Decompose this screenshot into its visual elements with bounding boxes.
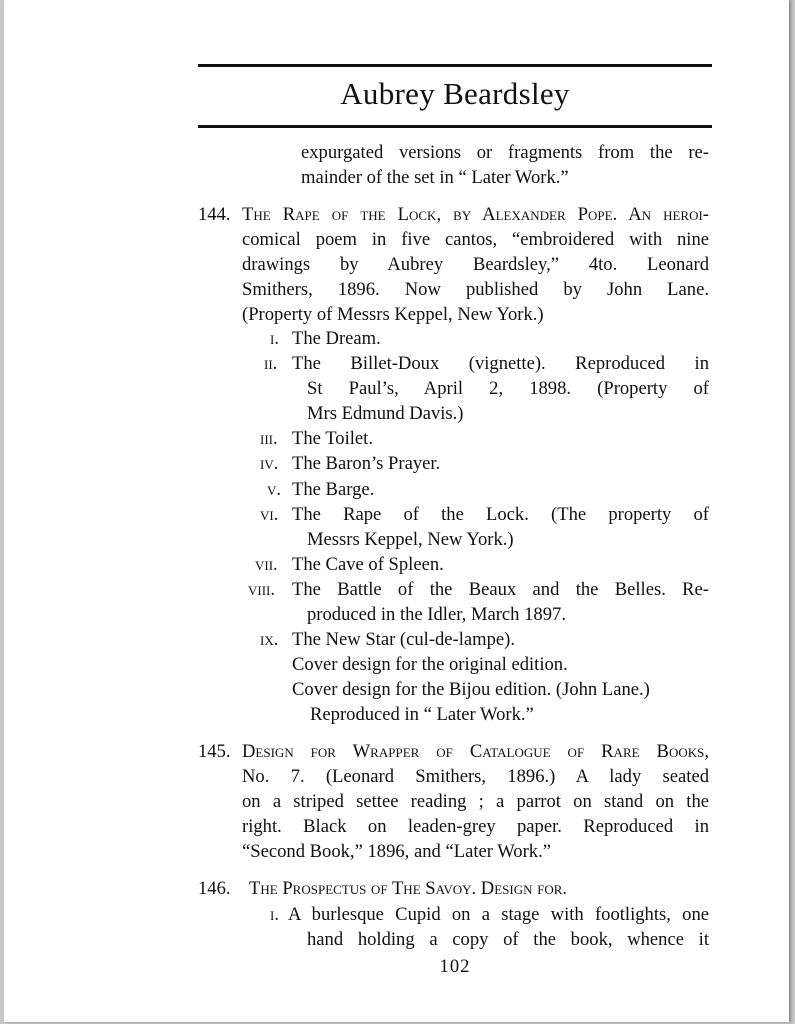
item-numeral: vii. [255,554,278,575]
entry-title: Design for Wrapper of Catalogue of Rare Books, [242,741,709,762]
entry-number: 146. [198,878,231,899]
item-line: The Toilet. [292,428,373,449]
entry-line [242,203,709,227]
item-numeral: ii. [264,353,278,374]
entry-line: drawings by Aubrey Beardsley,” 4to. Leonard [242,254,709,275]
entry-number: 145. [198,741,231,762]
header-rule [198,125,712,128]
entry-title: The Rape of the Lock, by Alexander Pope. An heroi- [242,204,709,225]
item-line: hand holding a copy of the book, whence it [307,929,709,950]
item-line: The New Star (cul-de-lampe). [292,629,516,650]
item-line: The Barge. [292,479,375,500]
item-line: A burlesque Cupid on a stage with footlights, one [288,904,709,925]
item-line: The Battle of the Beaux and the Belles. Re- [292,579,709,600]
item-numeral: iii. [260,428,278,449]
entry-number: 144. [198,204,231,225]
item-numeral: v. [267,479,282,500]
entry-line: No. 7. (Leonard Smithers, 1896.) A lady seated [242,766,709,787]
entry-line: “Second Book,” 1896, and “Later Work.” [242,841,551,862]
continuation-line: expurgated versions or fragments from the re- [301,142,709,163]
item-line: The Baron’s Prayer. [292,453,441,474]
item-numeral: i. [270,328,279,349]
item-line: The Rape of the Lock. (The property of [292,504,709,525]
entry-line: (Property of Messrs Keppel, New York.) [242,304,544,325]
item-line: The Billet-Doux (vignette). Reproduced in [292,353,709,374]
item-numeral: ix. [260,629,279,650]
continuation-line: mainder of the set in “ Later Work.” [301,167,569,188]
item-line: St Paul’s, April 2, 1898. (Property of [307,378,709,399]
entry-line [249,877,567,901]
item-numeral: viii. [248,579,276,600]
entry-line [242,740,709,764]
entry-line: comical poem in five cantos, “embroidered with nine [242,229,709,250]
entry-line: on a striped settee reading ; a parrot on stand on the [242,791,709,812]
entry-line: Smithers, 1896. Now published by John Lane. [242,279,709,300]
page-number: 102 [439,956,471,977]
item-line: The Dream. [292,328,381,349]
book-page [4,0,789,1022]
cover-line: Cover design for the Bijou edition. (John Lane.) [292,679,650,700]
top-rule [198,64,712,67]
item-line: The Cave of Spleen. [292,554,444,575]
cover-line: Cover design for the original edition. [292,654,568,675]
running-head: Aubrey Beardsley [340,76,570,111]
entry-line: right. Black on leaden-grey paper. Reproduced in [242,816,709,837]
item-line: produced in the Idler, March 1897. [307,604,566,625]
item-numeral: i. [270,904,279,925]
item-numeral: iv. [260,453,279,474]
item-line: Messrs Keppel, New York.) [307,529,514,550]
cover-line: Reproduced in “ Later Work.” [310,704,534,725]
entry-title: The Prospectus of The Savoy. Design for. [249,878,568,899]
item-numeral: vi. [260,504,279,525]
item-line: Mrs Edmund Davis.) [307,403,464,424]
